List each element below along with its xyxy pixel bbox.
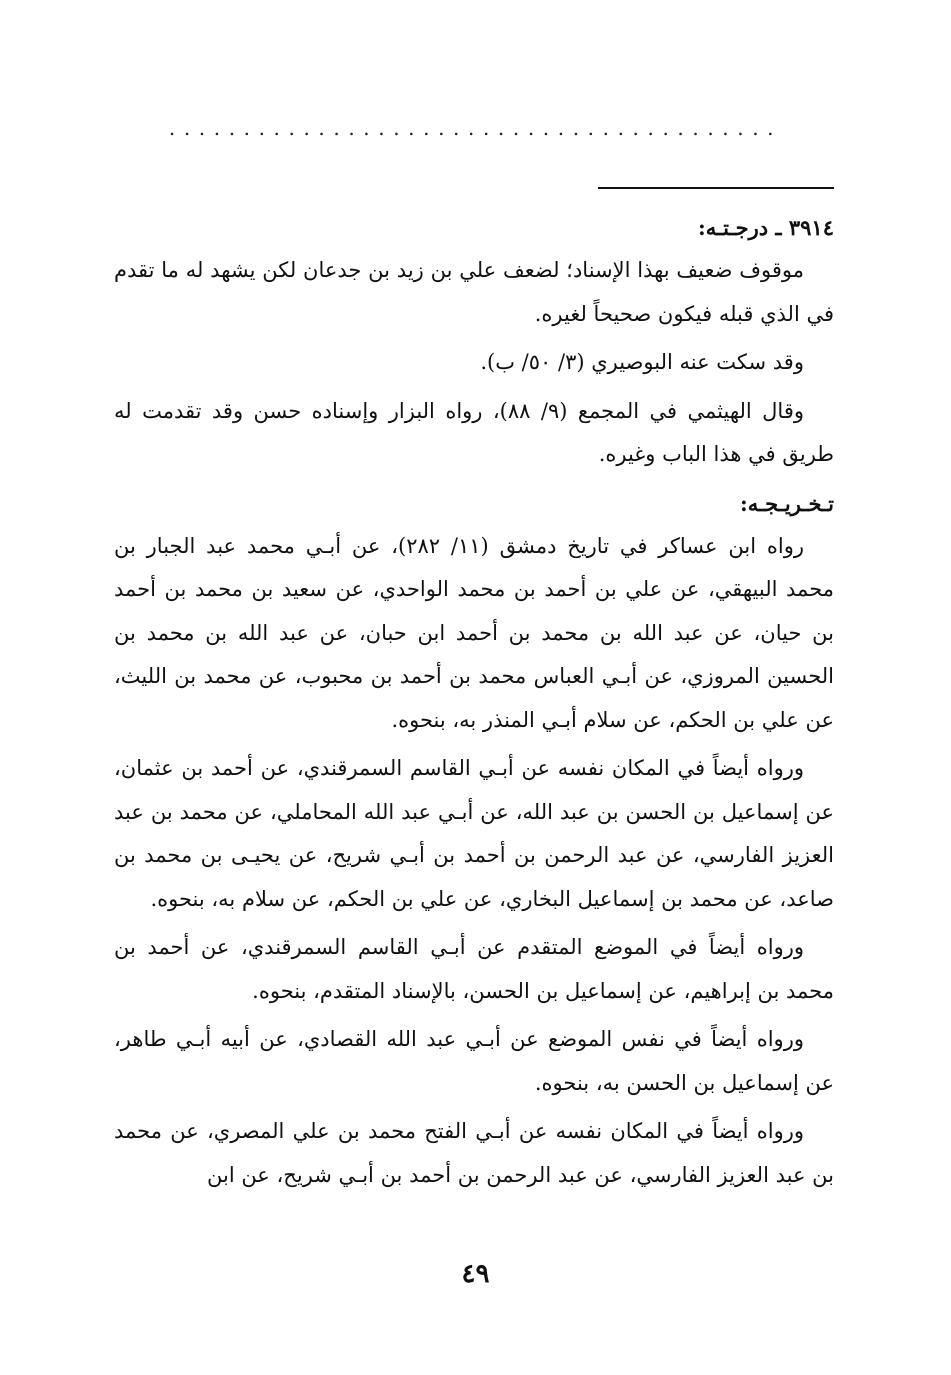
takhrij-paragraph-4: ورواه أيضاً في نفس الموضع عن أبـي عبد الله القصادي، عن أبيه أبـي طاهر، عن إسماعيل بن الحسن به، بنحوه. [114,1027,834,1095]
page-number: ٤٩ [461,1259,490,1289]
footnote-rule [598,187,834,189]
takhrij-heading: تـخـريـجـه: [739,490,834,516]
takhrij-paragraph-5: ورواه أيضاً في المكان نفسه عن أبـي الفتح محمد بن علي المصري، عن محمد بن عبد العزيز الفارسي، عن عبد الرحمن بن أحمد بن أبـي شريح، عن ابن [114,1119,834,1187]
dotted-separator: ......................................... [168,118,783,138]
page-body [114,206,834,1202]
entry-paragraph-1: موقوف ضعيف بهذا الإسناد؛ لضعف علي بن زيد بن جدعان لكن يشهد له ما تقدم في الذي قبله فيكون صحيحاً لغيره. [114,258,834,326]
entry-paragraph-2: وقد سكت عنه البوصيري (٣/ ٥٠/ ب). [480,350,804,374]
takhrij-paragraph-1: رواه ابن عساكر في تاريخ دمشق (١١/ ٢٨٢)، عن أبـي محمد عبد الجبار بن محمد البيهقي، عن علي بن أحمد بن محمد الواحدي، عن سعيد بن محمد بن أحمد بن حيان، عن عبد الله بن محمد بن أحمد ابن حبان، عن عبد الله بن محمد بن الحسين المروزي، عن أبـي العباس محمد بن أحمد بن محبوب، عن محمد بن الليث، عن علي بن الحكم، عن سلام أبـي المنذر به، بنحوه. [114,533,834,732]
takhrij-paragraph-2: ورواه أيضاً في المكان نفسه عن أبـي القاسم السمرقندي، عن أحمد بن عثمان، عن إسماعيل بن الحسن بن عبد الله، عن أبـي عبد الله المحاملي، عن محمد بن عبد العزيز الفارسي، عن عبد الرحمن بن أحمد بن أبـي شريح، عن يحيـى بن محمد بن صاعد، عن محمد بن إسماعيل البخاري، عن علي بن الحكم، عن سلام به، بنحوه. [114,756,834,911]
takhrij-paragraph-3: ورواه أيضاً في الموضع المتقدم عن أبـي القاسم السمرقندي، عن أحمد بن محمد بن إبراهيم، عن إسماعيل بن الحسن، بالإسناد المتقدم، بنحوه. [114,935,834,1003]
entry-heading: ٣٩١٤ ـ درجـتـه: [697,215,834,240]
entry-paragraph-3: وقال الهيثمي في المجمع (٩/ ٨٨)، رواه البزار وإسناده حسن وقد تقدمت له طريق في هذا الباب وغيره. [114,398,834,466]
